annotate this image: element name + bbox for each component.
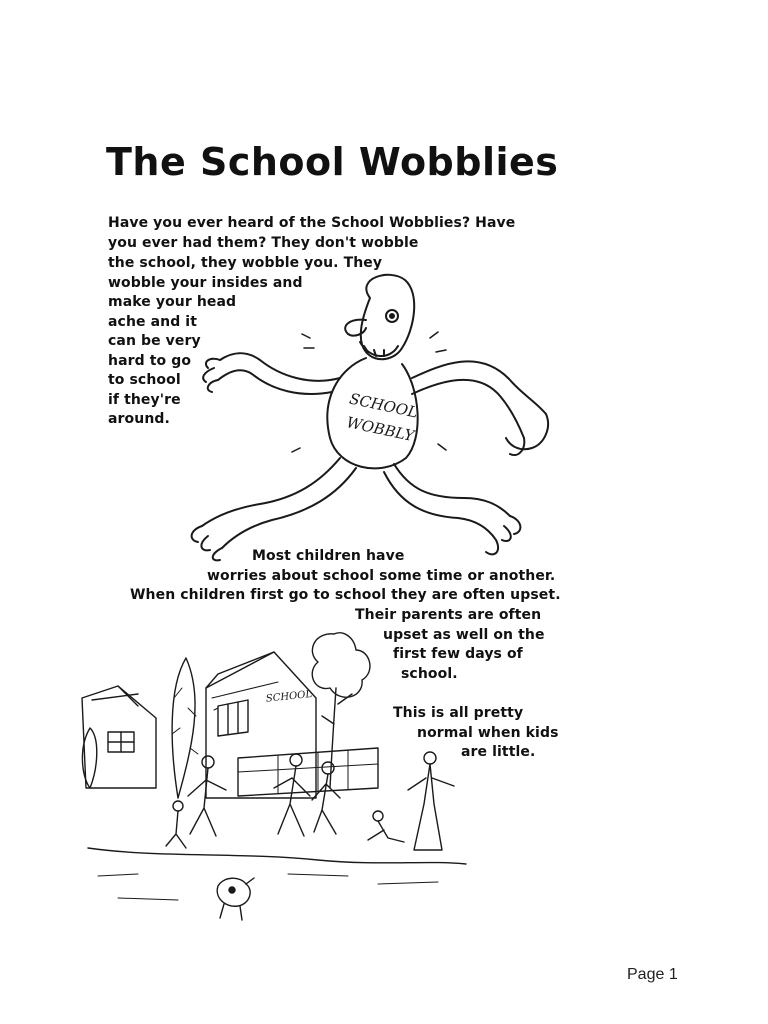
text-line: make your head <box>108 294 237 310</box>
monster-label-line1: SCHOOL <box>347 389 420 422</box>
monster-label-line2: WOBBLY <box>344 413 416 446</box>
text-line: Most children have <box>252 548 405 564</box>
text-line: the school, they wobble you. They <box>108 255 383 271</box>
school-sign: SCHOOL <box>265 688 313 705</box>
text-line: upset as well on the <box>383 627 545 643</box>
text-line: This is all pretty <box>393 705 524 721</box>
text-line: school. <box>401 666 458 682</box>
text-line: hard to go <box>108 353 192 369</box>
text-line: are little. <box>461 744 536 760</box>
text-line: wobble your insides and <box>108 275 303 291</box>
page-title: The School Wobblies <box>106 140 559 184</box>
text-line: to school <box>108 372 181 388</box>
page-number: Page 1 <box>627 966 678 983</box>
text-line: normal when kids <box>417 725 559 741</box>
text-line: Have you ever heard of the School Wobblies? Have <box>108 215 516 231</box>
text-line: if they're <box>108 392 181 408</box>
school-scene-illustration <box>78 628 468 928</box>
text-line: you ever had them? They don't wobble <box>108 235 419 251</box>
school-wobbly-monster-illustration <box>180 268 560 568</box>
text-line: can be very <box>108 333 201 349</box>
text-line: When children first go to school they are often upset. <box>130 587 561 603</box>
text-line: worries about school some time or another. <box>207 568 556 584</box>
text-line: around. <box>108 411 170 427</box>
text-line: Their parents are often <box>355 607 542 623</box>
text-line: ache and it <box>108 314 197 330</box>
text-line: first few days of <box>393 646 523 662</box>
